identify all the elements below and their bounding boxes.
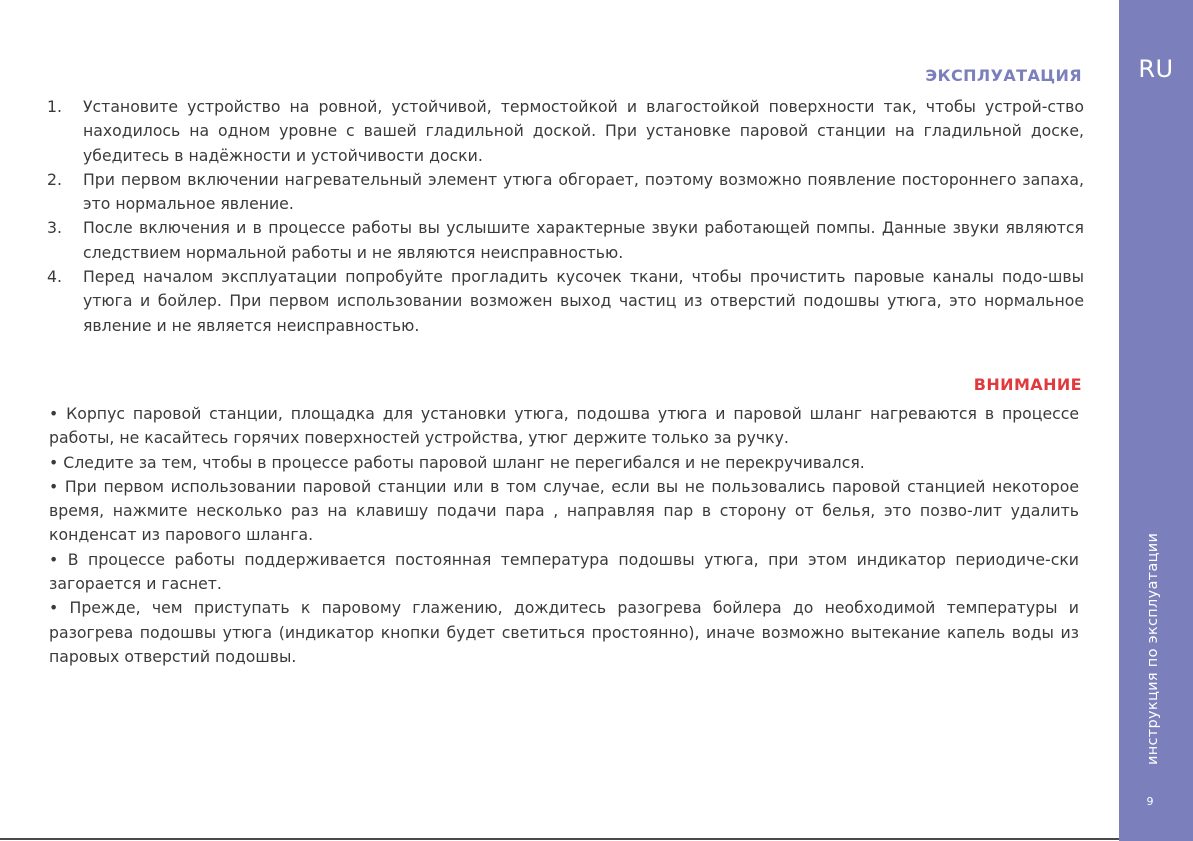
bottom-divider [0,838,1119,840]
warning-item: • В процессе работы поддерживается постоянная температура подошвы утюга, при этом индикатор периодиче-ски загорается и гаснет. [49,549,1079,594]
warning-item: • При первом использовании паровой станции или в том случае, если вы не пользовались паровой станцией некоторое время, нажмите несколько раз на клавишу подачи пара , направляя пар в сторону от белья, это позво-лит удалить конденсат из парового шланга. [49,476,1079,545]
step-number: 4. [47,267,62,287]
language-code: RU [1138,55,1174,83]
sidebar-band [1119,0,1193,841]
step-number: 1. [47,97,62,116]
page-number: 9 [1146,795,1154,808]
warning-heading: ВНИМАНИЕ [973,375,1082,394]
warning-item: • Следите за тем, чтобы в процессе работы паровой шланг не перегибался и не перекручивался. [49,452,865,472]
step-text: После включения и в процессе работы вы услышите характерные звуки работающей помпы. Данные звуки являются следствием нормальной работы и не являются неисправностью. [83,218,1084,262]
warning-item: • Прежде, чем приступать к паровому глажению, дождитесь разогрева бойлера до необходимой температуры и разогрева подошвы утюга (индикатор кнопки будет светиться простоянно), иначе возможно вытекание капель воды из паровых отверстий подошвы. [49,598,1079,666]
operation-heading: ЭКСПЛУАТАЦИЯ [925,66,1082,85]
sidebar-section-title: инструкция по эксплуатации [1145,532,1161,765]
step-text: Перед началом эксплуатации попробуйте прогладить кусочек ткани, чтобы прочистить паровые каналы подо-швы утюга и бойлер. При первом использовании возможен выход частиц из отверстий подошвы утюга, это нормальное явление и не является неисправностью. [83,267,1084,335]
warning-item: • Корпус паровой станции, площадка для установки утюга, подошва утюга и паровой шланг нагреваются в процессе работы, не касайтесь горячих поверхностей устройства, утюг держите только за ручку. [49,404,1079,448]
step-text: При первом включении нагревательный элемент утюга обгорает, поэтому возможно появление постороннего запаха, это нормальное явление. [83,169,1084,214]
step-number: 2. [47,169,62,189]
operation-step [47,95,1084,168]
step-number: 3. [47,218,62,238]
operation-steps-list [47,95,1084,338]
operation-step [47,216,1084,265]
step-text: Установите устройство на ровной, устойчивой, термостойкой и влагостойкой поверхности так, чтобы устрой-ство находилось на одном уровне с вашей гладильной доской. При установке паровой станции на гладильной доске, убедитесь в надёжности и устойчивости доски. [83,97,1084,165]
operation-step [47,168,1084,217]
operation-step [47,265,1084,338]
warning-list [49,402,1079,669]
